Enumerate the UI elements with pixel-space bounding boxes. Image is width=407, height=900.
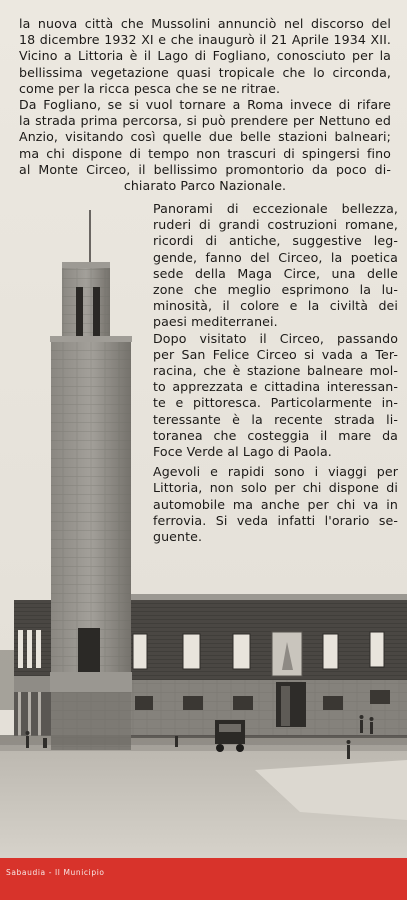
- text-line: paesi mediterranei.: [153, 314, 278, 330]
- text-line: al Monte Circeo, il bellissimo promontorio da poco di-: [19, 161, 391, 177]
- text-line: toranea che costeggia il mare da: [153, 427, 398, 443]
- text-line: Foce Verde al Lago di Paola.: [153, 444, 332, 460]
- text-line: gende, fanno del Circeo, la poetica: [153, 249, 398, 265]
- paragraph-fogliano: [19, 97, 391, 194]
- text-line: te e pittoresca. Particolarmente in-: [153, 395, 398, 411]
- text-line: sede della Maga Circe, una delle: [153, 265, 398, 281]
- text-line: Littoria, non solo per chi dispone di: [153, 480, 398, 496]
- photo-caption: Sabaudia - Il Municipio: [6, 868, 105, 877]
- footer-band: [0, 858, 407, 900]
- text-line: minosità, il colore e la civiltà dei: [153, 298, 398, 314]
- column-text: [153, 201, 398, 545]
- text-line: per San Felice Circeo si vada a Ter-: [153, 346, 398, 362]
- text-line: Panorami di eccezionale bellezza,: [153, 201, 398, 216]
- text-line: Da Fogliano, se si vuol tornare a Roma invece di rifare: [19, 97, 391, 113]
- text-line: bellissima vegetazione quasi tropicale che lo circonda,: [19, 64, 391, 80]
- text-line: zone che meglio esprimono la lu-: [153, 282, 398, 298]
- text-line: Agevoli e rapidi sono i viaggi per: [153, 464, 398, 480]
- paragraph-circeo: [153, 201, 398, 331]
- text-line: teressante è la recente strada li-: [153, 411, 398, 427]
- paragraph-travel: [153, 464, 398, 545]
- text-line: 18 dicembre 1932 XI e che inaugurò il 21 Aprile 1934 XII.: [19, 32, 391, 48]
- text-line: ricordi di antiche, suggestive leg-: [153, 233, 398, 249]
- text-line: chiarato Parco Nazionale.: [123, 178, 287, 194]
- text-line: la nuova città che Mussolini annunciò nel discorso del: [19, 16, 391, 31]
- text-line: guente.: [153, 529, 203, 545]
- text-line: ma chi dispone di tempo non trascuri di spingersi fino: [19, 145, 391, 161]
- text-line: la strada prima percorsa, si può prendere per Nettuno ed: [19, 113, 391, 129]
- text-line: Vicino a Littoria è il Lago di Fogliano, conosciuto per la: [19, 48, 391, 64]
- paragraph-littoria: [19, 16, 391, 97]
- text-line: Dopo visitato il Circeo, passando: [153, 330, 398, 346]
- text-line: ferrovia. Si veda infatti l'orario se-: [153, 512, 398, 528]
- intro-text: [19, 16, 391, 194]
- text-line: racina, che è stazione balneare mol-: [153, 363, 398, 379]
- text-line: automobile ma anche per chi va in: [153, 496, 398, 512]
- paragraph-terracina: [153, 331, 398, 461]
- text-line: ruderi di grandi costruzioni romane,: [153, 217, 398, 233]
- text-line: come per la ricca pesca che se ne ritrae.: [19, 80, 281, 96]
- text-line: Anzio, visitando così quelle due belle stazioni balneari;: [19, 129, 391, 145]
- text-line: to apprezzata e cittadina interessan-: [153, 379, 398, 395]
